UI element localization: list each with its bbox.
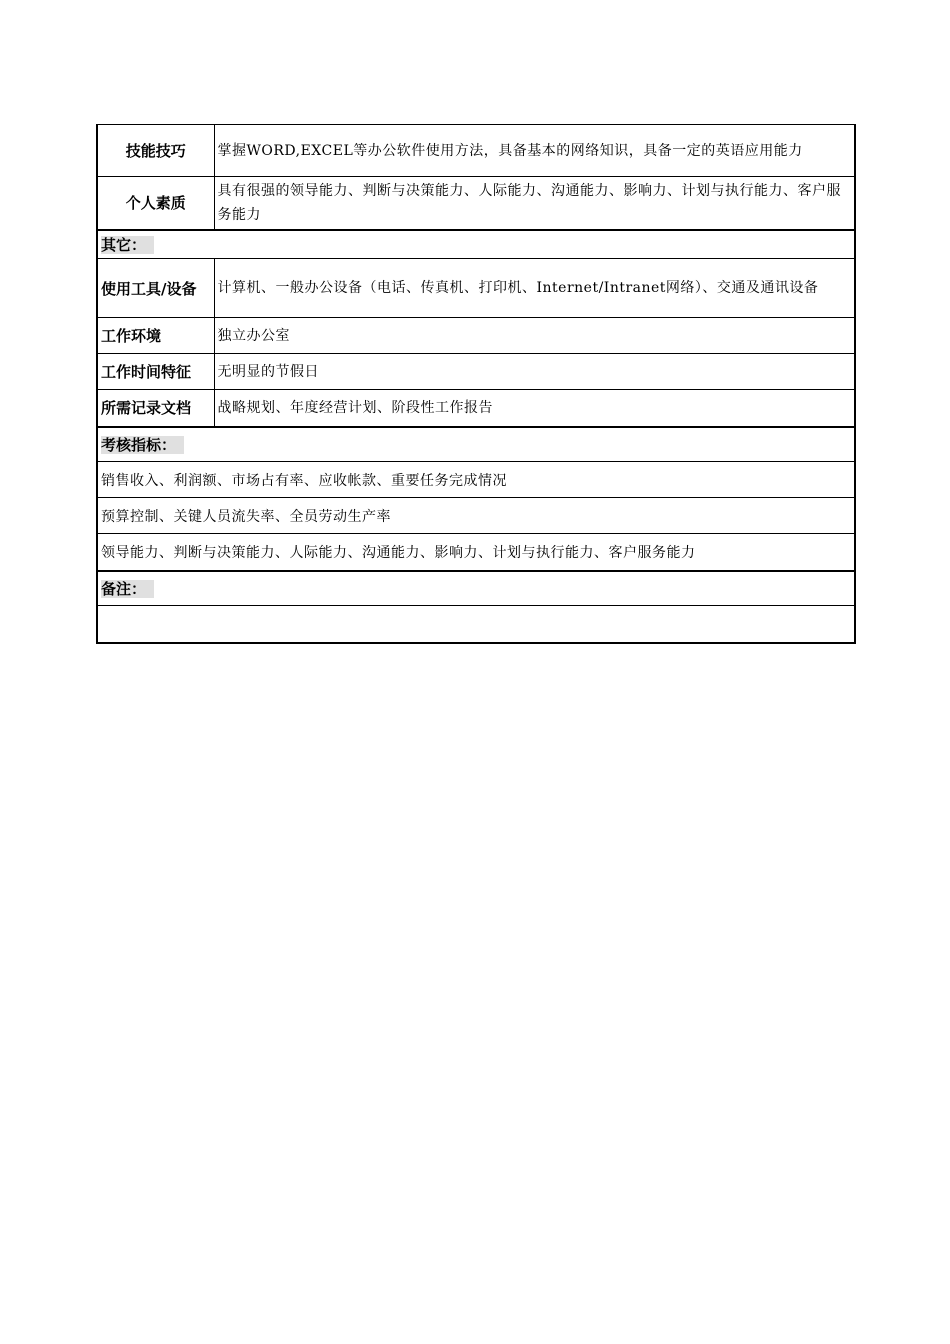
other-section-title: 其它： xyxy=(101,236,154,254)
remarks-section-header xyxy=(97,571,855,606)
tools-label: 使用工具/设备 xyxy=(97,259,214,318)
environment-value: 独立办公室 xyxy=(214,318,855,354)
environment-label: 工作环境 xyxy=(97,318,214,354)
kpi-row xyxy=(97,534,855,571)
work-time-label: 工作时间特征 xyxy=(97,354,214,390)
work-time-row xyxy=(97,354,855,390)
kpi-section-header xyxy=(97,427,855,462)
kpi-row xyxy=(97,498,855,534)
skills-label: 技能技巧 xyxy=(97,125,214,177)
tools-value: 计算机、一般办公设备（电话、传真机、打印机、Internet/Intranet网络）、交通及通讯设备 xyxy=(214,259,855,318)
kpi-row-2: 预算控制、关键人员流失率、全员劳动生产率 xyxy=(97,498,855,534)
documents-label: 所需记录文档 xyxy=(97,390,214,427)
documents-row xyxy=(97,390,855,427)
remarks-row xyxy=(97,606,855,643)
personal-quality-row xyxy=(97,177,855,230)
skills-row xyxy=(97,125,855,177)
documents-value: 战略规划、年度经营计划、阶段性工作报告 xyxy=(214,390,855,427)
job-description-table xyxy=(96,124,856,644)
remarks-section-title: 备注： xyxy=(101,580,154,598)
remarks-value xyxy=(97,606,855,643)
other-section-header xyxy=(97,230,855,259)
kpi-section-title: 考核指标： xyxy=(101,436,184,454)
work-time-value: 无明显的节假日 xyxy=(214,354,855,390)
personal-quality-value: 具有很强的领导能力、判断与决策能力、人际能力、沟通能力、影响力、计划与执行能力、客户服务能力 xyxy=(214,177,855,230)
personal-quality-label: 个人素质 xyxy=(97,177,214,230)
skills-value: 掌握WORD,EXCEL等办公软件使用方法，具备基本的网络知识，具备一定的英语应用能力 xyxy=(214,125,855,177)
kpi-row-3: 领导能力、判断与决策能力、人际能力、沟通能力、影响力、计划与执行能力、客户服务能力 xyxy=(97,534,855,571)
kpi-row-1: 销售收入、利润额、市场占有率、应收帐款、重要任务完成情况 xyxy=(97,462,855,498)
kpi-row xyxy=(97,462,855,498)
tools-row xyxy=(97,259,855,318)
environment-row xyxy=(97,318,855,354)
